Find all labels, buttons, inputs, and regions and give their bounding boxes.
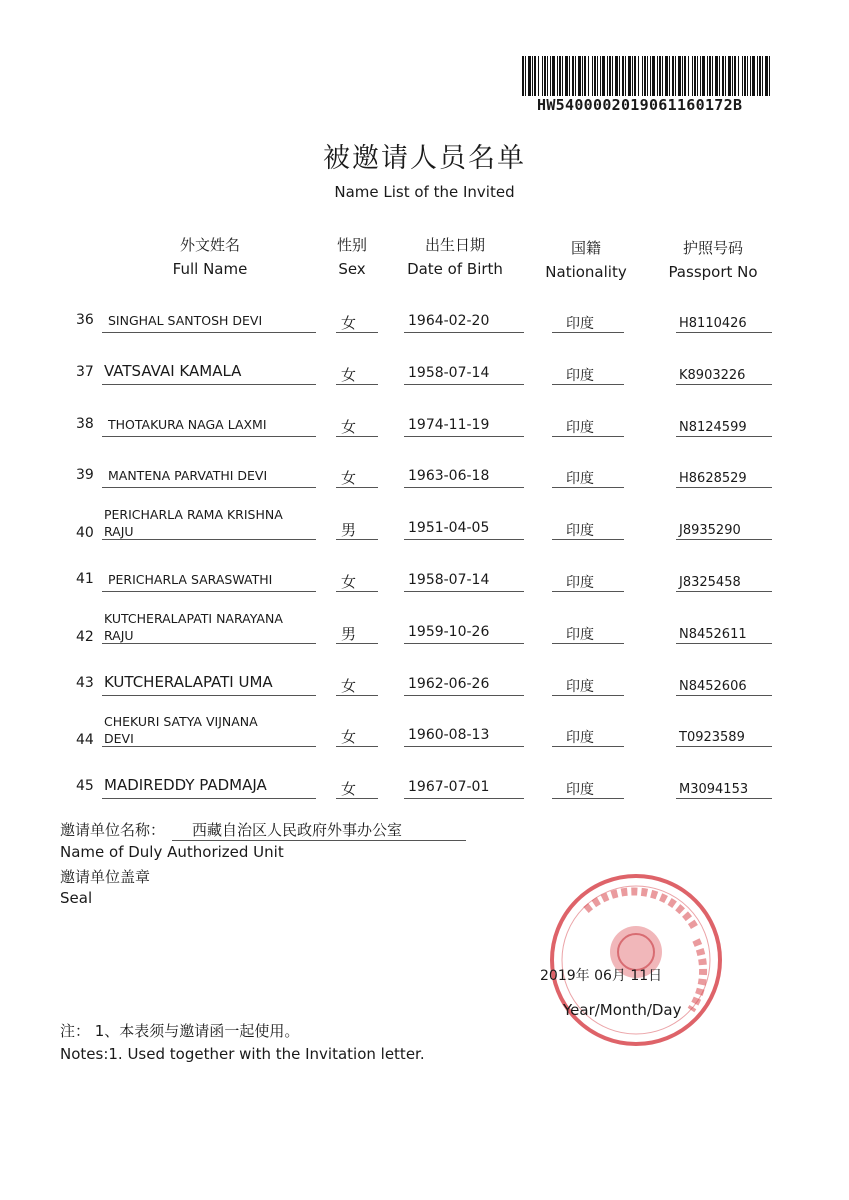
row-number: 39 [76, 467, 94, 483]
nationality: 印度 [566, 730, 594, 746]
full-name: THOTAKURA NAGA LAXMI [108, 417, 267, 432]
nationality: 印度 [566, 679, 594, 695]
date-of-birth: 1967-07-01 [408, 779, 490, 795]
dob-underline [404, 539, 524, 540]
passport-number: H8628529 [679, 471, 747, 486]
nationality-underline [552, 746, 624, 747]
full-name: MANTENA PARVATHI DEVI [108, 468, 268, 483]
dob-underline [404, 332, 524, 333]
header-en: Date of Birth [407, 260, 503, 278]
full-name: KUTCHERALAPATI UMA [104, 673, 273, 691]
name-underline [102, 487, 316, 488]
nationality: 印度 [566, 782, 594, 798]
passport-number: J8935290 [679, 523, 741, 538]
sex: 女 [341, 469, 357, 487]
sex-underline [336, 591, 378, 592]
passport-underline [676, 798, 772, 799]
full-name-line-1: KUTCHERALAPATI NARAYANA [104, 611, 283, 626]
passport-underline [676, 643, 772, 644]
header-zh: 护照号码 [682, 239, 743, 257]
header-en: Sex [338, 260, 366, 278]
full-name: SINGHAL SANTOSH DEVI [108, 313, 263, 328]
page-title: 被邀请人员名单 [323, 143, 526, 174]
passport-underline [676, 746, 772, 747]
nationality: 印度 [566, 420, 594, 436]
header-en: Full Name [172, 260, 248, 278]
full-name-line-2: RAJU [104, 524, 134, 539]
dob-underline [404, 487, 524, 488]
passport-underline [676, 487, 772, 488]
header-nationality [538, 236, 634, 284]
dob-underline [404, 695, 524, 696]
name-underline [102, 746, 316, 747]
nationality-underline [552, 643, 624, 644]
passport-underline [676, 591, 772, 592]
sex: 女 [341, 728, 357, 746]
nationality-underline [552, 332, 624, 333]
passport-number: N8124599 [679, 420, 747, 435]
dob-underline [404, 798, 524, 799]
header-passport [660, 236, 766, 284]
nationality: 印度 [566, 368, 594, 384]
sex: 女 [341, 677, 357, 695]
sex: 女 [341, 314, 357, 332]
page-subtitle: Name List of the Invited [334, 183, 515, 201]
header-en: Nationality [545, 263, 627, 281]
date-of-birth: 1964-02-20 [408, 313, 490, 329]
passport-number: J8325458 [679, 575, 741, 590]
row-number: 40 [76, 525, 94, 541]
nationality-underline [552, 487, 624, 488]
passport-underline [676, 436, 772, 437]
nationality-underline [552, 384, 624, 385]
sex-underline [336, 436, 378, 437]
date-label: Year/Month/Day [563, 1001, 682, 1019]
nationality-underline [552, 695, 624, 696]
barcode-number: HW5400002019061160172B [537, 96, 743, 114]
full-name-line-1: CHEKURI SATYA VIJNANA [104, 714, 258, 729]
full-name: MADIREDDY PADMAJA [104, 776, 267, 794]
sex-underline [336, 746, 378, 747]
notes-zh: 注： 1、本表须与邀请函一起使用。 [60, 1022, 300, 1040]
sex: 男 [341, 625, 357, 643]
dob-underline [404, 746, 524, 747]
row-number: 43 [76, 675, 94, 691]
sex-underline [336, 643, 378, 644]
sex-underline [336, 695, 378, 696]
date-of-birth: 1951-04-05 [408, 520, 490, 536]
sex: 女 [341, 418, 357, 436]
dob-underline [404, 384, 524, 385]
dob-underline [404, 643, 524, 644]
row-number: 38 [76, 416, 94, 432]
name-underline [102, 384, 316, 385]
nationality: 印度 [566, 471, 594, 487]
nationality: 印度 [566, 316, 594, 332]
row-number: 42 [76, 629, 94, 645]
barcode [522, 56, 774, 96]
full-name: PERICHARLA SARASWATHI [108, 572, 273, 587]
sex: 男 [341, 521, 357, 539]
nationality: 印度 [566, 523, 594, 539]
name-underline [102, 798, 316, 799]
header-sex [322, 233, 382, 281]
seal-label-zh: 邀请单位盖章 [60, 868, 151, 886]
row-number: 45 [76, 778, 94, 794]
passport-underline [676, 332, 772, 333]
passport-number: T0923589 [679, 730, 745, 745]
official-seal-stamp [546, 870, 726, 1050]
passport-number: H8110426 [679, 316, 747, 331]
header-zh: 外文姓名 [179, 236, 240, 254]
name-underline [102, 332, 316, 333]
passport-underline [676, 695, 772, 696]
date-of-birth: 1962-06-26 [408, 676, 490, 692]
full-name-line-2: DEVI [104, 731, 134, 746]
unit-label-en: Name of Duly Authorized Unit [60, 843, 284, 861]
header-dob [400, 233, 510, 281]
nationality: 印度 [566, 627, 594, 643]
dob-underline [404, 436, 524, 437]
nationality: 印度 [566, 575, 594, 591]
nationality-underline [552, 436, 624, 437]
header-full-name [150, 233, 270, 281]
passport-number: N8452611 [679, 627, 747, 642]
full-name-line-1: PERICHARLA RAMA KRISHNA [104, 507, 283, 522]
header-zh: 国籍 [570, 239, 601, 257]
dob-underline [404, 591, 524, 592]
unit-label-zh: 邀请单位名称： [60, 821, 166, 839]
header-en: Passport No [668, 263, 758, 281]
unit-name: 西藏自治区人民政府外事办公室 [192, 821, 403, 839]
date-of-birth: 1963-06-18 [408, 468, 490, 484]
passport-underline [676, 539, 772, 540]
date-of-birth: 1960-08-13 [408, 727, 490, 743]
full-name-line-2: RAJU [104, 628, 134, 643]
nationality-underline [552, 798, 624, 799]
nationality-underline [552, 591, 624, 592]
header-zh: 出生日期 [424, 236, 485, 254]
name-underline [102, 695, 316, 696]
date-of-birth: 1959-10-26 [408, 624, 490, 640]
date-value: 2019年 06月 11日 [540, 968, 663, 984]
unit-underline [172, 840, 466, 841]
row-number: 37 [76, 364, 94, 380]
sex: 女 [341, 780, 357, 798]
passport-number: K8903226 [679, 368, 746, 383]
name-underline [102, 539, 316, 540]
sex-underline [336, 332, 378, 333]
passport-underline [676, 384, 772, 385]
sex-underline [336, 798, 378, 799]
sex-underline [336, 384, 378, 385]
date-of-birth: 1958-07-14 [408, 572, 490, 588]
name-underline [102, 643, 316, 644]
full-name: VATSAVAI KAMALA [104, 362, 242, 380]
header-zh: 性别 [336, 236, 367, 254]
passport-number: M3094153 [679, 782, 749, 797]
passport-number: N8452606 [679, 679, 747, 694]
row-number: 44 [76, 732, 94, 748]
seal-label-en: Seal [60, 889, 93, 907]
row-number: 36 [76, 312, 94, 328]
sex: 女 [341, 366, 357, 384]
sex: 女 [341, 573, 357, 591]
name-underline [102, 436, 316, 437]
date-of-birth: 1974-11-19 [408, 417, 490, 433]
date-of-birth: 1958-07-14 [408, 365, 490, 381]
name-underline [102, 591, 316, 592]
sex-underline [336, 539, 378, 540]
row-number: 41 [76, 571, 94, 587]
nationality-underline [552, 539, 624, 540]
notes-en: Notes:1. Used together with the Invitation letter. [60, 1045, 425, 1063]
sex-underline [336, 487, 378, 488]
